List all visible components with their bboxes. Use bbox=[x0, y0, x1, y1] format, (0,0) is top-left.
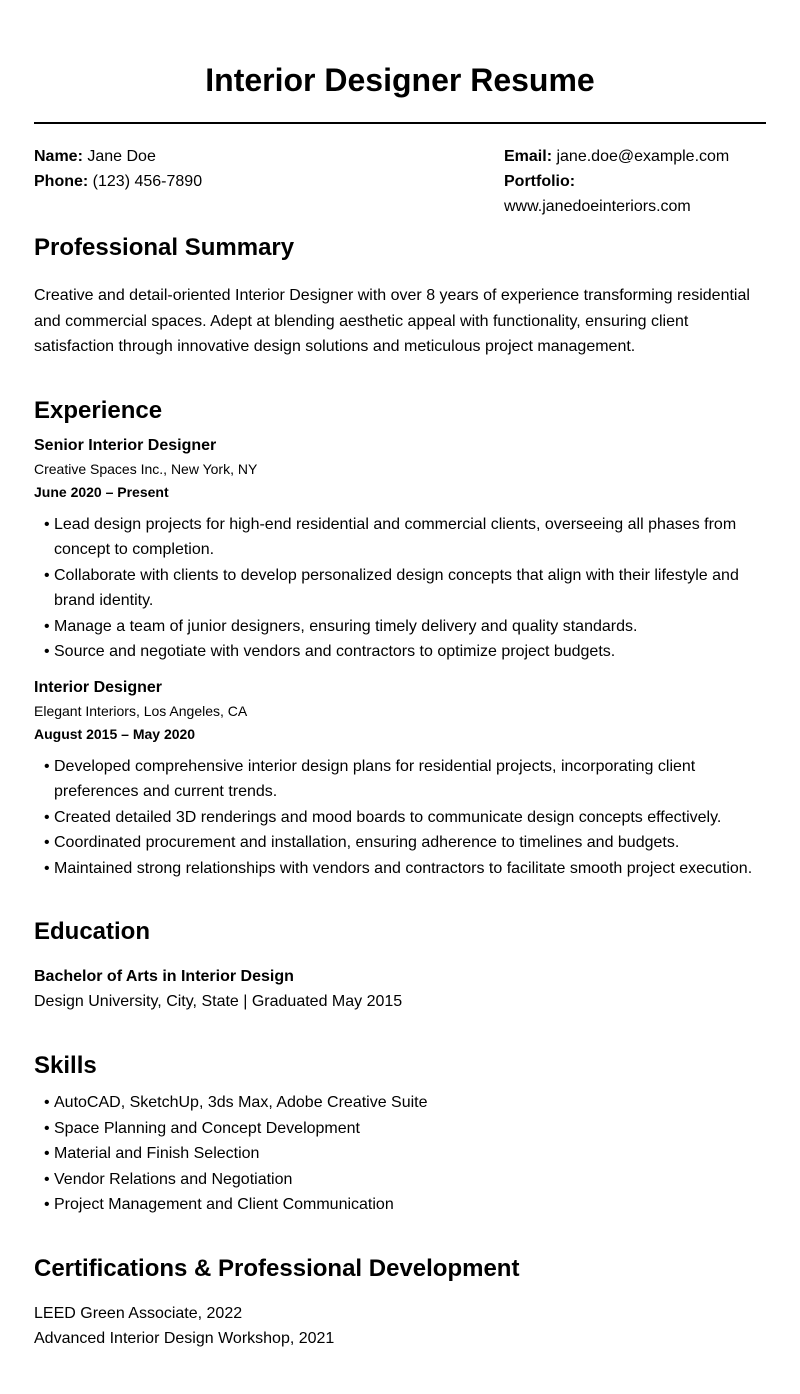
resume-page bbox=[34, 0, 766, 1351]
contact-portfolio-row bbox=[504, 169, 766, 219]
page-title: Interior Designer Resume bbox=[205, 62, 595, 98]
summary-heading: Professional Summary bbox=[34, 234, 295, 261]
contact-email-row bbox=[504, 144, 766, 169]
skill-text: Project Management and Client Communication bbox=[54, 1196, 394, 1213]
summary-text: Creative and detail-oriented Interior Designer with over 8 years of experience transforming residential and commercial spaces. Adept at blending aesthetic appeal with functionality, ensuring client satisfaction through innovative design solutions and meticulous project management. bbox=[34, 287, 750, 355]
bullet-text: Coordinated procurement and installation, ensuring adherence to timelines and budgets. bbox=[54, 834, 680, 851]
education-heading: Education bbox=[34, 918, 151, 945]
contact-block bbox=[34, 144, 766, 219]
list-item bbox=[44, 1090, 766, 1116]
bullet-icon: • bbox=[44, 515, 50, 533]
job-dates: August 2015 – May 2020 bbox=[34, 725, 196, 742]
contact-phone-row bbox=[34, 169, 202, 194]
list-item bbox=[44, 639, 766, 665]
list-item bbox=[44, 563, 766, 614]
email-label: Email: bbox=[504, 148, 553, 165]
bullet-icon: • bbox=[44, 859, 50, 877]
list-item bbox=[44, 856, 766, 882]
list-item bbox=[44, 754, 766, 805]
bullet-icon: • bbox=[44, 1119, 50, 1137]
bullet-icon: • bbox=[44, 566, 50, 584]
phone-label: Phone: bbox=[34, 173, 89, 190]
list-item: Advanced Interior Design Workshop, 2021 bbox=[34, 1329, 335, 1347]
bullet-text: Developed comprehensive interior design plans for residential projects, incorporating client preferences and current trends. bbox=[54, 757, 696, 800]
list-item bbox=[44, 830, 766, 856]
experience-section bbox=[34, 396, 766, 882]
contact-right-column bbox=[504, 144, 766, 219]
job-title: Senior Interior Designer bbox=[34, 436, 217, 454]
job-bullets bbox=[34, 754, 766, 882]
phone-value: (123) 456-7890 bbox=[92, 173, 203, 190]
list-item bbox=[44, 1141, 766, 1167]
certifications-section bbox=[34, 1254, 766, 1351]
portfolio-label: Portfolio: bbox=[504, 173, 576, 190]
bullet-icon: • bbox=[44, 643, 50, 660]
education-detail: Design University, City, State | Graduated May 2015 bbox=[34, 993, 403, 1010]
education-degree: Bachelor of Arts in Interior Design bbox=[34, 968, 294, 985]
bullet-icon: • bbox=[44, 834, 50, 851]
title-divider bbox=[34, 122, 766, 124]
skills-list bbox=[34, 1090, 766, 1218]
list-item bbox=[44, 1116, 766, 1142]
bullet-icon: • bbox=[44, 757, 50, 775]
skill-text: Space Planning and Concept Development bbox=[54, 1119, 360, 1137]
experience-heading: Experience bbox=[34, 396, 163, 424]
skill-text: Material and Finish Selection bbox=[54, 1145, 260, 1162]
email-value: jane.doe@example.com bbox=[556, 148, 730, 165]
bullet-text: Collaborate with clients to develop personalized design concepts that align with their lifestyle and brand identity. bbox=[54, 566, 739, 609]
list-item bbox=[44, 614, 766, 640]
education-section bbox=[34, 917, 766, 1014]
name-label: Name: bbox=[34, 148, 83, 165]
bullet-icon: • bbox=[44, 1196, 50, 1213]
job-bullets bbox=[34, 512, 766, 665]
bullet-text: Lead design projects for high-end residential and commercial clients, overseeing all phases from concept to completion. bbox=[54, 515, 737, 558]
skill-text: AutoCAD, SketchUp, 3ds Max, Adobe Creative Suite bbox=[54, 1094, 428, 1111]
contact-name-row bbox=[34, 144, 202, 169]
job-entry bbox=[34, 435, 766, 665]
job-company: Elegant Interiors, Los Angeles, CA bbox=[34, 702, 248, 719]
portfolio-value: www.janedoeinteriors.com bbox=[504, 198, 691, 215]
bullet-icon: • bbox=[44, 1094, 50, 1111]
skills-heading: Skills bbox=[34, 1052, 97, 1079]
certifications-list bbox=[34, 1301, 766, 1351]
list-item bbox=[44, 512, 766, 563]
certifications-heading: Certifications & Professional Development bbox=[34, 1254, 520, 1282]
bullet-icon: • bbox=[44, 617, 50, 635]
bullet-icon: • bbox=[44, 1170, 50, 1188]
list-item bbox=[44, 1192, 766, 1218]
bullet-text: Manage a team of junior designers, ensuring timely delivery and quality standards. bbox=[54, 617, 638, 635]
bullet-text: Maintained strong relationships with vendors and contractors to facilitate smooth project execution. bbox=[54, 859, 753, 877]
job-dates: June 2020 – Present bbox=[34, 483, 169, 500]
skill-text: Vendor Relations and Negotiation bbox=[54, 1170, 293, 1188]
job-entry bbox=[34, 677, 766, 882]
bullet-icon: • bbox=[44, 1145, 50, 1162]
summary-section bbox=[34, 233, 766, 360]
list-item: LEED Green Associate, 2022 bbox=[34, 1304, 243, 1322]
job-company: Creative Spaces Inc., New York, NY bbox=[34, 460, 258, 477]
list-item bbox=[44, 805, 766, 831]
contact-left-column bbox=[34, 144, 202, 219]
job-title: Interior Designer bbox=[34, 678, 163, 696]
skills-section bbox=[34, 1051, 766, 1218]
bullet-text: Created detailed 3D renderings and mood boards to communicate design concepts effectively. bbox=[54, 808, 722, 826]
bullet-text: Source and negotiate with vendors and contractors to optimize project budgets. bbox=[54, 643, 616, 660]
name-value: Jane Doe bbox=[87, 148, 156, 165]
list-item bbox=[44, 1167, 766, 1193]
bullet-icon: • bbox=[44, 808, 50, 826]
